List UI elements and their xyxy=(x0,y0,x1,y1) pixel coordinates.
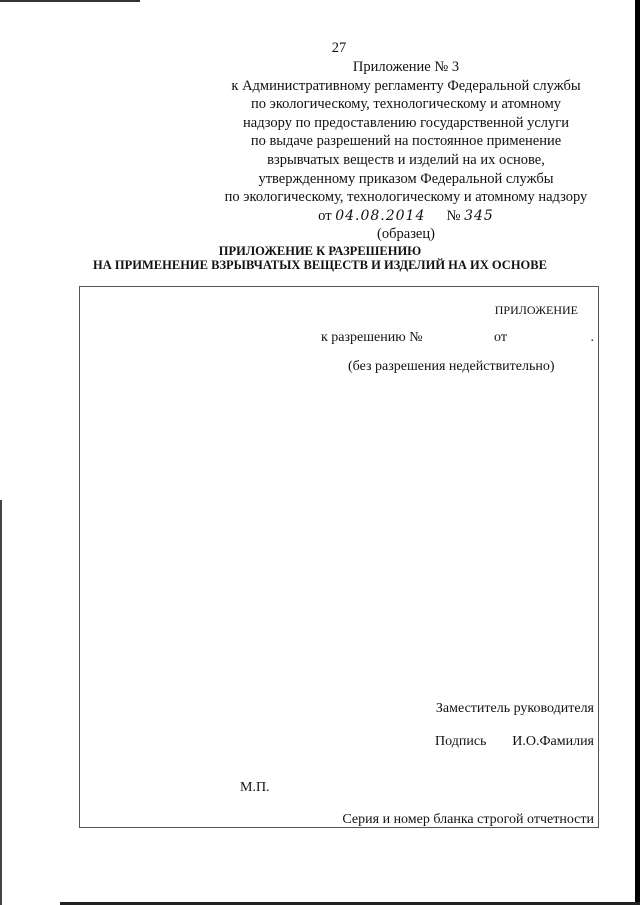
title-line-1: ПРИЛОЖЕНИЕ К РАЗРЕШЕНИЮ xyxy=(218,244,422,258)
name-label: И.О.Фамилия xyxy=(512,734,594,749)
header-line: утвержденному приказом Федеральной службы xyxy=(258,170,554,187)
to-permit-label: к разрешению № xyxy=(321,330,423,345)
invalid-note: (без разрешения недействительно) xyxy=(348,359,555,374)
stamp-label: М.П. xyxy=(240,780,270,795)
order-number-label: № xyxy=(446,207,461,224)
order-date: 04.08.2014 xyxy=(335,207,426,224)
scan-edge-top xyxy=(0,0,140,2)
header-line: по экологическому, технологическому и атомному надзору xyxy=(224,189,588,206)
document-title xyxy=(0,245,640,272)
title-line-2: НА ПРИМЕНЕНИЕ ВЗРЫВЧАТЫХ ВЕЩЕСТВ И ИЗДЕЛИЙ НА ИХ ОСНОВЕ xyxy=(93,257,547,272)
sample-note: (образец) xyxy=(377,226,435,243)
appendix-label: ПРИЛОЖЕНИЕ xyxy=(494,303,578,317)
page-number: 27 xyxy=(331,40,347,56)
appendix-header xyxy=(180,58,632,244)
header-line: к Административному регламенту Федеральной службы xyxy=(231,77,581,94)
scan-edge-left xyxy=(0,500,2,905)
header-line: по выдаче разрешений на постоянное применение xyxy=(250,133,562,150)
order-reference xyxy=(180,207,632,226)
header-line: по экологическому, технологическому и атомному xyxy=(250,96,562,113)
from-label: от xyxy=(494,330,507,345)
order-number: 345 xyxy=(464,207,494,224)
header-line: взрывчатых веществ и изделий на их основе, xyxy=(267,151,545,168)
signature-label: Подпись xyxy=(435,734,487,749)
header-line: надзору по предоставлению государственной услуги xyxy=(243,114,569,131)
form-frame xyxy=(79,286,599,828)
scan-edge-right xyxy=(635,0,640,905)
header-line: Приложение № 3 xyxy=(352,59,460,75)
deputy-label: Заместитель руководителя xyxy=(435,701,594,716)
trailing-dot: . xyxy=(590,330,594,345)
serial-label: Серия и номер бланка строгой отчетности xyxy=(342,812,594,827)
order-prefix: от xyxy=(318,207,332,224)
